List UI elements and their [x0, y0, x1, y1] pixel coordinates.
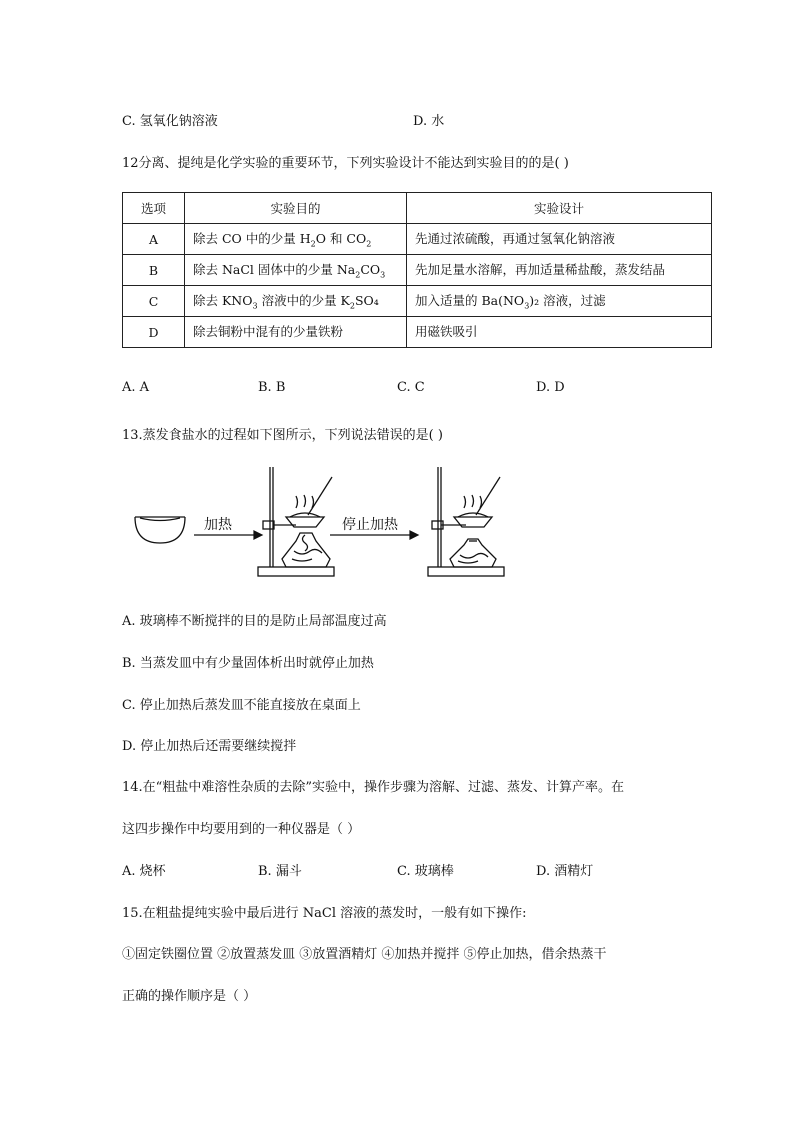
q15-question: 正确的操作顺序是（ ） [122, 989, 257, 1004]
evaporating-dish-icon [135, 517, 185, 543]
header-option: 选项 [123, 193, 185, 224]
table-row [123, 255, 712, 286]
q11-option-d: D. 水 [413, 114, 445, 129]
q14-option-d: D. 酒精灯 [536, 864, 594, 879]
row-design: 先加足量水溶解，再加适量稀盐酸，蒸发结晶 [407, 255, 712, 286]
q13-option-b: B. 当蒸发皿中有少量固体析出时就停止加热 [122, 656, 374, 671]
row-option: A [123, 224, 185, 255]
row-purpose: 除去铜粉中混有的少量铁粉 [185, 317, 407, 348]
stop-heat-label: 停止加热 [342, 517, 398, 533]
q12-option-a: A. A [122, 380, 150, 395]
q12-option-b: B. B [258, 380, 286, 395]
q13-option-c: C. 停止加热后蒸发皿不能直接放在桌面上 [122, 698, 361, 713]
table-row [123, 286, 712, 317]
row-option: C [123, 286, 185, 317]
q12-stem: 12分离、提纯是化学实验的重要环节，下列实验设计不能达到实验目的的是( ) [122, 156, 569, 171]
q15-steps: ①固定铁圈位置 ②放置蒸发皿 ③放置酒精灯 ④加热并搅拌 ⑤停止加热，借余热蒸干 [122, 947, 607, 962]
q13-option-a: A. 玻璃棒不断搅拌的目的是防止局部温度过高 [122, 614, 387, 629]
header-purpose: 实验目的 [185, 193, 407, 224]
row-design: 用磁铁吸引 [407, 317, 712, 348]
q11-option-c: C. 氢氧化钠溶液 [122, 114, 218, 129]
q14-stem-line2: 这四步操作中均要用到的一种仪器是（ ） [122, 822, 361, 837]
q12-option-d: D. D [536, 380, 565, 395]
table-row [123, 224, 712, 255]
q15-stem: 15.在粗盐提纯实验中最后进行 NaCl 溶液的蒸发时，一般有如下操作: [122, 906, 527, 921]
q13-stem: 13.蒸发食盐水的过程如下图所示，下列说法错误的是( ) [122, 428, 443, 443]
row-design: 加入适量的 $Ba(NO_3)_2$ 溶液，过滤 [407, 286, 712, 317]
q12-option-c: C. C [397, 380, 425, 395]
q14-option-b: B. 漏斗 [258, 864, 302, 879]
q14-option-a: A. 烧杯 [122, 864, 166, 879]
row-option: D [123, 317, 185, 348]
evaporation-diagram [120, 455, 540, 590]
table-header-row [123, 193, 712, 224]
table-row [123, 317, 712, 348]
q13-option-d: D. 停止加热后还需要继续搅拌 [122, 739, 297, 754]
q12-table [122, 192, 712, 348]
row-purpose: 除去 NaCl 固体中的少量 $Na_2CO_3$ [185, 255, 407, 286]
q14-option-c: C. 玻璃棒 [397, 864, 454, 879]
row-design: 先通过浓硫酸，再通过氢氧化钠溶液 [407, 224, 712, 255]
row-option: B [123, 255, 185, 286]
row-purpose: 除去 CO 中的少量 $H_2O$ 和 $CO_2$ [185, 224, 407, 255]
heating-apparatus-icon [428, 467, 504, 576]
heat-label: 加热 [204, 517, 232, 533]
heating-apparatus-icon [258, 467, 334, 576]
q14-stem-line1: 14.在“粗盐中难溶性杂质的去除”实验中，操作步骤为溶解、过滤、蒸发、计算产率。在 [122, 780, 624, 795]
row-purpose: 除去 $KNO_3$ 溶液中的少量 $K_2SO_4$ [185, 286, 407, 317]
header-design: 实验设计 [407, 193, 712, 224]
